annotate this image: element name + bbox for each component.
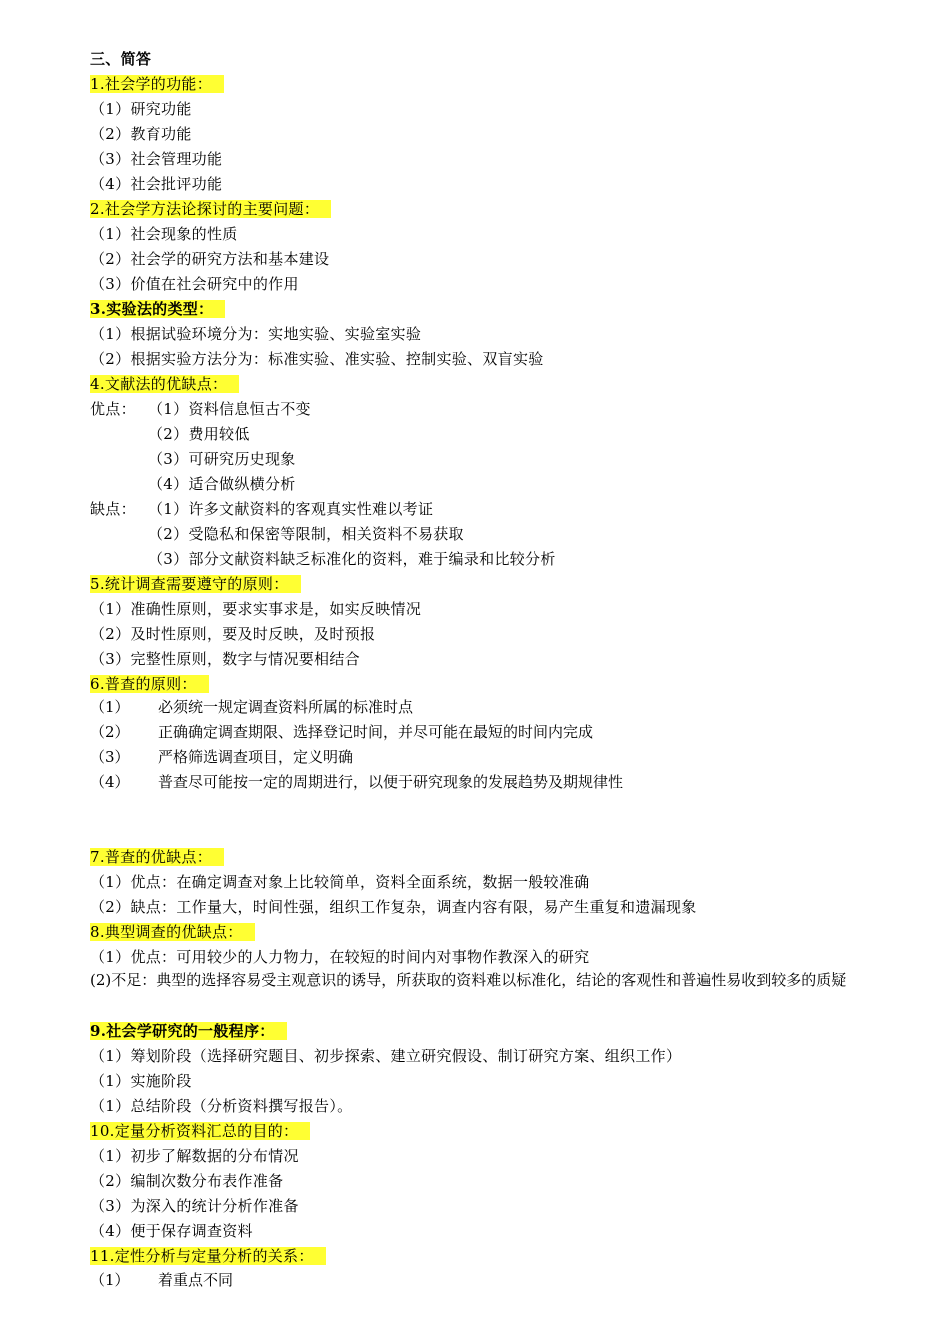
list-item: （1）准确性原则，要求实事求是，如实反映情况: [90, 600, 422, 618]
list-number: （2）: [90, 723, 130, 741]
list-item: 必须统一规定调查资料所属的标准时点: [158, 698, 414, 716]
list-item: （2）教育功能: [90, 125, 192, 143]
heading-2: 2.社会学方法论探讨的主要问题：: [90, 197, 331, 222]
list-item: （3）社会管理功能: [90, 150, 223, 168]
list-item: （4）适合做纵横分析: [148, 475, 296, 493]
section-title: 三、简答: [90, 50, 152, 68]
list-item: 正确确定调查期限、选择登记时间，并尽可能在最短的时间内完成: [158, 723, 594, 741]
heading-10: 10.定量分析资料汇总的目的：: [90, 1119, 310, 1144]
list-item: （1）资料信息恒古不变: [148, 400, 311, 418]
list-item: 严格筛选调查项目，定义明确: [158, 748, 354, 766]
list-item: （3）完整性原则，数字与情况要相结合: [90, 650, 360, 668]
advantages-label: 优点：: [90, 400, 136, 418]
list-item: （4）社会批评功能: [90, 175, 223, 193]
list-item: （2）受隐私和保密等限制，相关资料不易获取: [148, 525, 464, 543]
list-item: （1）初步了解数据的分布情况: [90, 1147, 299, 1165]
list-item: （1）总结阶段（分析资料撰写报告）。: [90, 1097, 353, 1115]
list-number: （1）: [90, 698, 130, 716]
list-item: （4）便于保存调查资料: [90, 1222, 253, 1240]
list-item: （1）根据试验环境分为：实地实验、实验室实验: [90, 325, 422, 343]
heading-3: 3.实验法的类型：: [90, 297, 225, 322]
list-item: （1）筹划阶段（选择研究题目、初步探索、建立研究假设、制订研究方案、组织工作）: [90, 1047, 682, 1065]
heading-6: 6.普查的原则：: [90, 672, 209, 697]
list-item: （1）实施阶段: [90, 1072, 192, 1090]
list-item: （1）优点：在确定调查对象上比较简单，资料全面系统，数据一般较准确: [90, 873, 590, 891]
list-item: （1）研究功能: [90, 100, 192, 118]
heading-5: 5.统计调查需要遵守的原则：: [90, 572, 301, 597]
disadvantages-label: 缺点：: [90, 500, 136, 518]
list-item: （3）部分文献资料缺乏标准化的资料，难于编录和比较分析: [148, 550, 556, 568]
list-item: （2）社会学的研究方法和基本建设: [90, 250, 330, 268]
list-item: （1）许多文献资料的客观真实性难以考证: [148, 500, 434, 518]
heading-9: 9.社会学研究的一般程序：: [90, 1019, 287, 1044]
heading-11: 11.定性分析与定量分析的关系：: [90, 1244, 326, 1269]
list-item: （2）编制次数分布表作准备: [90, 1172, 284, 1190]
list-item: （1）社会现象的性质: [90, 225, 238, 243]
list-item: （2）费用较低: [148, 425, 250, 443]
list-number: （1）: [90, 1271, 130, 1289]
heading-8: 8.典型调查的优缺点：: [90, 920, 255, 945]
heading-7: 7.普查的优缺点：: [90, 845, 224, 870]
list-item: （2）根据实验方法分为：标准实验、准实验、控制实验、双盲实验: [90, 350, 544, 368]
list-item: （3）可研究历史现象: [148, 450, 296, 468]
list-item: 着重点不同: [158, 1271, 234, 1289]
paragraph: (2)不足：典型的选择容易受主观意识的诱导，所获取的资料难以标准化，结论的客观性和普遍性易收到较多的质疑: [90, 971, 847, 989]
heading-4: 4.文献法的优缺点：: [90, 372, 239, 397]
list-number: （4）: [90, 773, 130, 791]
list-item: （3）为深入的统计分析作准备: [90, 1197, 299, 1215]
list-item: 普查尽可能按一定的周期进行，以便于研究现象的发展趋势及期规律性: [158, 773, 624, 791]
list-number: （3）: [90, 748, 130, 766]
heading-1: 1.社会学的功能：: [90, 72, 224, 97]
list-item: （1）优点：可用较少的人力物力，在较短的时间内对事物作教深入的研究: [90, 948, 590, 966]
list-item: （2）缺点：工作量大，时间性强，组织工作复杂，调查内容有限，易产生重复和遗漏现象: [90, 898, 697, 916]
list-item: （2）及时性原则，要及时反映，及时预报: [90, 625, 376, 643]
list-item: （3）价值在社会研究中的作用: [90, 275, 299, 293]
